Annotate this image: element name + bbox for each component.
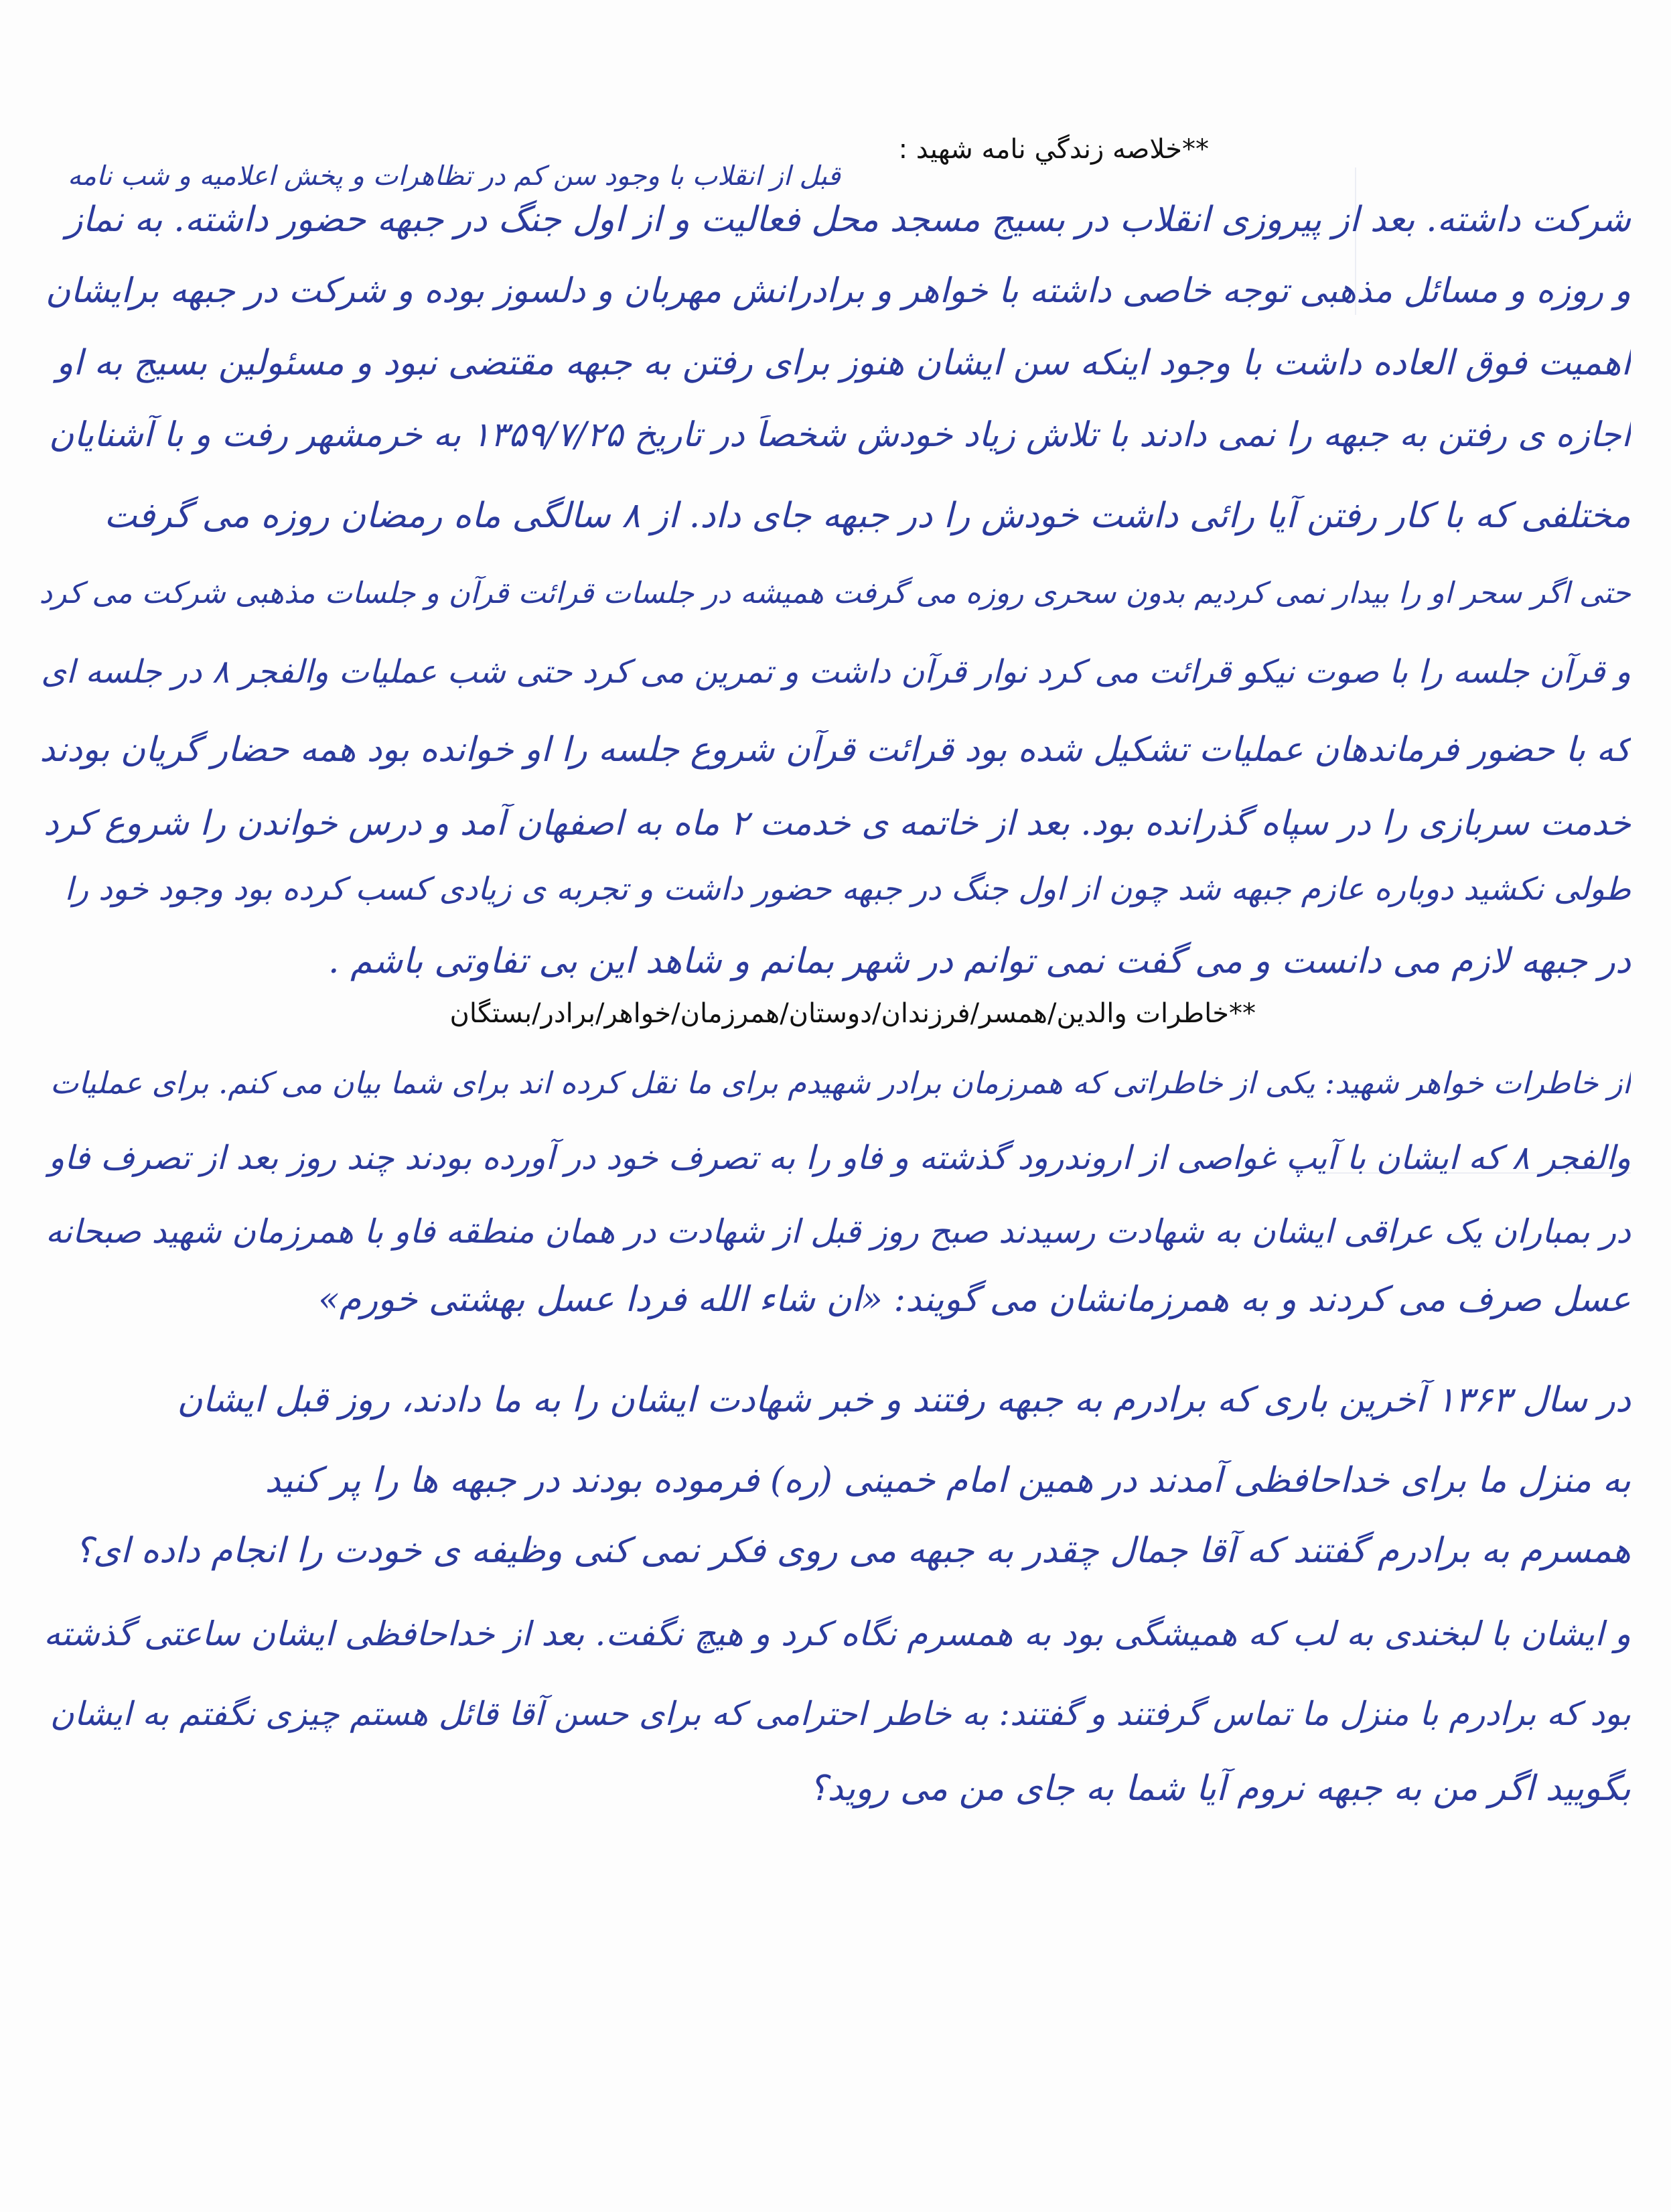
handwritten-line: شرکت داشته. بعد از پیروزی انقلاب در بسیج مسجد محل فعالیت و از اول جنگ در جبهه حضور داشته. به نماز [66, 200, 1631, 240]
handwritten-line: خدمت سربازی را در سپاه گذرانده بود. بعد از خاتمه ی خدمت ۲ ماه به اصفهان آمد و درس خواندن را شروع کرد [43, 804, 1631, 843]
handwritten-line: از خاطرات خواهر شهید: یکی از خاطراتی که همرزمان برادر شهیدم برای ما نقل کرده اند برای شما بیان می کنم. برای عملیات [50, 1065, 1631, 1101]
handwritten-line: مختلفی که با کار رفتن آیا رائی داشت خودش را در جبهه جای داد. از ۸ سالگی ماه رمضان روزه می گرفت [104, 496, 1631, 536]
handwritten-line: همسرم به برادرم گفتند که آقا جمال چقدر به جبهه می روی فکر نمی کنی وظیفه ی خودت را انجام داده ای؟ [74, 1531, 1631, 1571]
handwritten-line: طولی نکشید دوباره عازم جبهه شد چون از اول جنگ در جبهه حضور داشت و تجربه ی زیادی کسب کرده بود وجود خود را [64, 871, 1631, 908]
handwritten-line: اجازه ی رفتن به جبهه را نمی دادند با تلاش زیاد خودش شخصاً در تاریخ ۱۳۵۹/۷/۲۵ به خرمشهر رفت و با آشنایان [48, 415, 1631, 455]
handwritten-line: و روزه و مسائل مذهبی توجه خاصی داشته با خواهر و برادرانش مهربان و دلسوز بوده و شرکت در جبهه برایشان [45, 271, 1631, 311]
handwritten-line: بود که برادرم با منزل ما تماس گرفتند و گفتند: به خاطر احترامی که برای حسن آقا قائل هستم چیزی نگفتم به ایشان [50, 1695, 1631, 1733]
section-heading-memories: **خاطرات والدين/همسر/فرزندان/دوستان/همرزمان/خواهر/برادر/بستگان [449, 998, 1256, 1029]
handwritten-line: به منزل ما برای خداحافظی آمدند در همین امام خمینی (ره) فرموده بودند در جبهه ها را پر کنید [265, 1460, 1631, 1501]
handwritten-line: و ایشان با لبخندی به لب که همیشگی بود به همسرم نگاه کرد و هیچ نگفت. بعد از خداحافظی ایشان ساعتی گذشته [44, 1614, 1631, 1653]
handwritten-line: در سال ۱۳۶۳ آخرین باری که برادرم به جبهه رفتند و خبر شهادت ایشان را به ما دادند، روز قبل ایشان [177, 1380, 1631, 1420]
handwritten-line: حتی اگر سحر او را بیدار نمی کردیم بدون سحری روزه می گرفت همیشه در جلسات قرائت قرآن و جلسات مذهبی شرکت می کرد [39, 576, 1631, 610]
handwritten-line: در بمباران یک عراقی ایشان به شهادت رسیدند صبح روز قبل از شهادت در همان منطقه فاو با همرزمان شهید صبحانه [45, 1213, 1631, 1251]
handwritten-line: در جبهه لازم می دانست و می گفت نمی توانم در شهر بمانم و شاهد این بی تفاوتی باشم . [328, 941, 1631, 981]
handwritten-line: اهمیت فوق العاده داشت با وجود اینکه سن ایشان هنوز برای رفتن به جبهه مقتضی نبود و مسئولین بسیج به او [56, 343, 1631, 383]
handwritten-line: والفجر ۸ که ایشان با آیپ غواصی از اروندرود گذشته و فاو را به تصرف خود در آورده بودند چند روز بعد از تصرف فاو [48, 1139, 1631, 1177]
handwritten-line: عسل صرف می کردند و به همرزمانشان می گویند: «ان شاء الله فردا عسل بهشتی خورم» [318, 1280, 1631, 1320]
handwritten-line: و قرآن جلسه را با صوت نیکو قرائت می کرد نوار قرآن داشت و تمرین می کرد حتی شب عملیات والفجر ۸ در جلسه ای [41, 653, 1631, 691]
section-heading-biography: **خلاصه زندگي نامه شهيد : [898, 134, 1209, 165]
handwritten-line: که با حضور فرماندهان عملیات تشکیل شده بود قرائت قرآن شروع جلسه را او خوانده بود همه حضار گریان بودند [40, 730, 1631, 770]
handwritten-line: بگویید اگر من به جبهه نروم آیا شما به جای من می روید؟ [808, 1769, 1631, 1809]
handwritten-line: قبل از انقلاب با وجود سن کم در تظاهرات و پخش اعلامیه و شب نامه [68, 161, 841, 192]
